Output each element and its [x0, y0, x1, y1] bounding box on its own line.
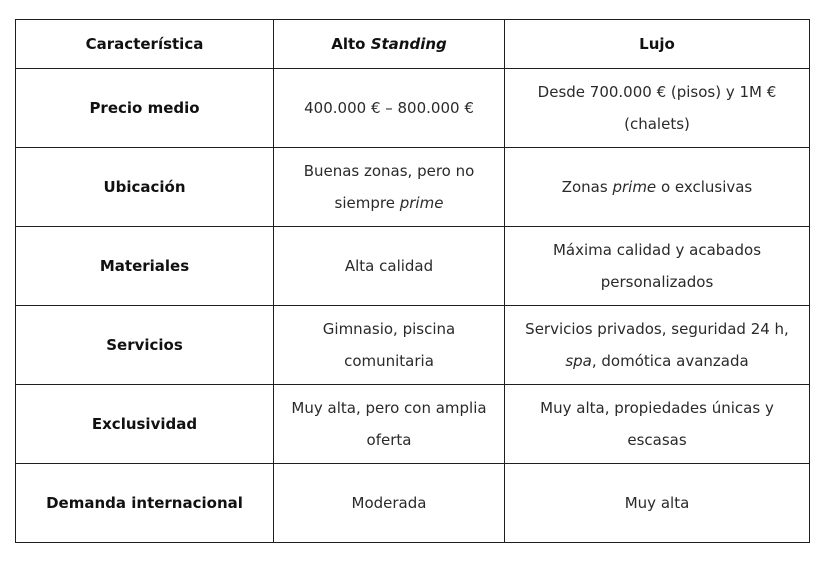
cell-alto-ubicacion-text: Buenas zonas, pero no siempre — [303, 162, 475, 212]
cell-alto-ubicacion-em: prime — [399, 194, 444, 212]
cell-lujo-exclusividad: Muy alta, propiedades únicas y escasas — [505, 385, 810, 464]
header-standing-em: Standing — [370, 35, 447, 53]
cell-lujo-servicios-post: , domótica avanzada — [591, 352, 749, 370]
header-alto-standing — [274, 20, 505, 69]
comparison-table — [15, 19, 810, 543]
cell-lujo-ubicacion-pre: Zonas — [561, 178, 613, 196]
row-label-exclusividad: Exclusividad — [16, 385, 274, 464]
table-row — [16, 306, 810, 385]
header-caracteristica: Característica — [16, 20, 274, 69]
row-label-precio-medio: Precio medio — [16, 69, 274, 148]
table-row — [16, 227, 810, 306]
row-label-demanda-internacional: Demanda internacional — [16, 464, 274, 543]
cell-lujo-ubicacion-post: o exclusivas — [656, 178, 753, 196]
cell-lujo-precio: Desde 700.000 € (pisos) y 1M € (chalets) — [505, 69, 810, 148]
cell-lujo-servicios-pre: Servicios privados, seguridad 24 h, — [525, 320, 789, 338]
cell-alto-demanda: Moderada — [274, 464, 505, 543]
cell-alto-materiales: Alta calidad — [274, 227, 505, 306]
cell-alto-exclusividad: Muy alta, pero con amplia oferta — [274, 385, 505, 464]
header-lujo: Lujo — [505, 20, 810, 69]
table-row — [16, 69, 810, 148]
table-row — [16, 385, 810, 464]
cell-lujo-ubicacion-em: prime — [612, 178, 657, 196]
cell-alto-precio: 400.000 € – 800.000 € — [274, 69, 505, 148]
cell-lujo-ubicacion — [505, 148, 810, 227]
cell-lujo-materiales: Máxima calidad y acabados personalizados — [505, 227, 810, 306]
cell-alto-servicios: Gimnasio, piscina comunitaria — [274, 306, 505, 385]
cell-lujo-demanda: Muy alta — [505, 464, 810, 543]
header-alto-prefix: Alto — [331, 35, 371, 53]
cell-lujo-servicios — [505, 306, 810, 385]
row-label-materiales: Materiales — [16, 227, 274, 306]
row-label-servicios: Servicios — [16, 306, 274, 385]
table-header-row — [16, 20, 810, 69]
table-row — [16, 148, 810, 227]
cell-lujo-servicios-em: spa — [565, 352, 592, 370]
row-label-ubicacion: Ubicación — [16, 148, 274, 227]
cell-alto-ubicacion — [274, 148, 505, 227]
table-row — [16, 464, 810, 543]
